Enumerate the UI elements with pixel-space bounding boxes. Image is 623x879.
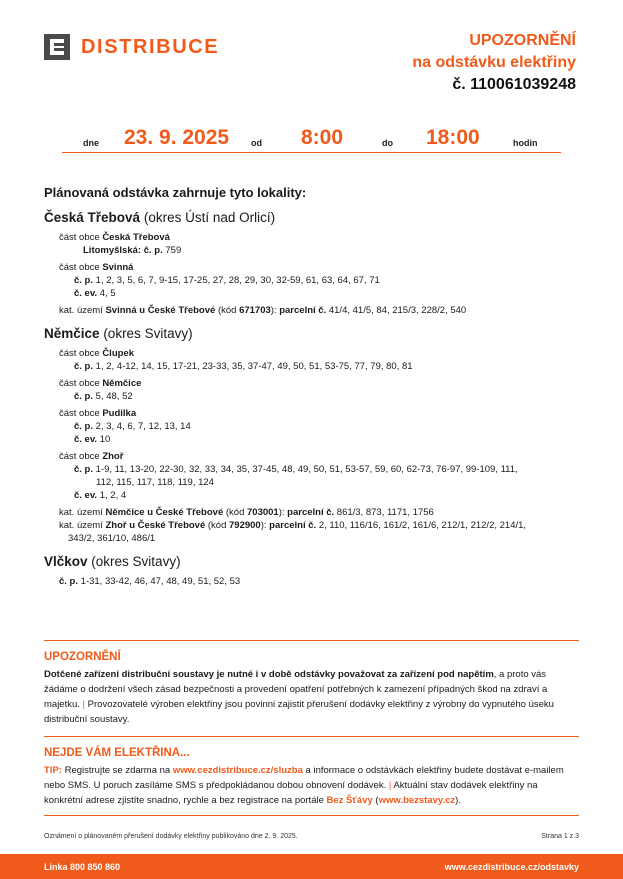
cez-logo-icon bbox=[44, 34, 70, 60]
page-number: Strana 1 z 3 bbox=[541, 833, 579, 840]
from-label: od bbox=[251, 138, 262, 148]
footer-divider bbox=[44, 815, 579, 816]
registry-numbers: č. ev. 10 bbox=[74, 434, 111, 445]
cadastral-area-continued: 343/2, 361/10, 486/1 bbox=[68, 533, 156, 544]
house-numbers: Litomyšlská: č. p. 759 bbox=[83, 245, 182, 256]
notice-title: UPOZORNĚNÍ bbox=[469, 32, 576, 49]
publication-note: Oznámení o plánovaném přerušení dodávky elektřiny publikováno dne 2. 9. 2025. bbox=[44, 833, 298, 840]
date-label: dne bbox=[83, 138, 100, 148]
cadastral-area: kat. území Němčice u České Třebové (kód 703001): parcelní č. 861/3, 873, 1171, 1756 bbox=[59, 507, 434, 518]
notice-header bbox=[412, 30, 576, 96]
outage-dateline bbox=[62, 122, 561, 153]
hours-label: hodin bbox=[513, 138, 538, 148]
cadastral-area: kat. území Svinná u České Třebové (kód 671703): parcelní č. 41/4, 41/5, 84, 215/3, 228/2, 540 bbox=[59, 305, 467, 316]
locations-intro: Plánovaná odstávka zahrnuje tyto lokality: bbox=[44, 185, 307, 200]
municipality-part: část obce Člupek bbox=[59, 348, 134, 359]
notice-subtitle: na odstávku elektřiny bbox=[412, 54, 576, 71]
registry-numbers: č. ev. 1, 2, 4 bbox=[74, 490, 127, 501]
brand-logo bbox=[44, 34, 219, 60]
house-numbers: č. p. 1, 2, 4-12, 14, 15, 17-21, 23-33, 35, 37-47, 49, 50, 51, 53-75, 77, 79, 80, 81 bbox=[74, 361, 413, 372]
house-numbers: č. p. 1, 2, 3, 5, 6, 7, 9-15, 17-25, 27, 28, 29, 30, 32-59, 61, 63, 64, 67, 71 bbox=[74, 275, 380, 286]
town-heading bbox=[44, 554, 584, 569]
town-district: (okres Ústí nad Orlicí) bbox=[143, 210, 276, 225]
town-name: Česká Třebová bbox=[44, 210, 141, 225]
house-numbers: č. p. 1-9, 11, 13-20, 22-30, 32, 33, 34, 35, 37-45, 48, 49, 50, 51, 53-57, 59, 60, 62-73, 76-97, 99-109, 111, bbox=[74, 464, 518, 475]
house-numbers: č. p. 2, 3, 4, 6, 7, 12, 13, 14 bbox=[74, 421, 191, 432]
registry-numbers: č. ev. 4, 5 bbox=[74, 288, 116, 299]
municipality-part: část obce Pudilka bbox=[59, 408, 137, 419]
outage-from: 8:00 bbox=[301, 126, 344, 149]
town-name: Němčice bbox=[44, 326, 100, 341]
municipality-part: část obce Němčice bbox=[59, 378, 142, 389]
locations-list bbox=[44, 185, 584, 588]
cadastral-area: kat. území Zhoř u České Třebové (kód 792900): parcelní č. 2, 110, 116/16, 161/2, 161/6, 212/1, 212/2, 214/1, bbox=[59, 520, 527, 531]
warning-text: Dotčené zařízení distribuční soustavy je nutné i v době odstávky považovat za zařízení pod napětím, a proto vás žádáme o dodržení všech zásad bezpečnosti a provedení opatření potřebných k zamezení případných škod na zdraví a majetku. | Provozovatelé výroben elektřiny jsou povinni zajistit přerušení dodávky elektřiny z výrobny do vypnutého úseku distribuční soustavy. bbox=[44, 669, 554, 725]
town-district: (okres Svitavy) bbox=[103, 326, 193, 341]
municipality-part: část obce Česká Třebová bbox=[59, 232, 170, 243]
brand-name: DISTRIBUCE bbox=[81, 35, 220, 58]
house-numbers: č. p. 5, 48, 52 bbox=[74, 391, 133, 402]
outage-date: 23. 9. 2025 bbox=[124, 126, 230, 149]
outage-to: 18:00 bbox=[426, 126, 480, 149]
notice-number: č. 110061039248 bbox=[452, 76, 576, 93]
bottom-bar bbox=[0, 854, 623, 879]
house-numbers-continued: 112, 115, 117, 118, 119, 124 bbox=[96, 477, 214, 488]
registration-link[interactable]: www.cezdistribuce.cz/sluzba bbox=[172, 765, 303, 776]
portal-name[interactable]: Bez Šťávy bbox=[326, 795, 373, 806]
footer-note bbox=[44, 833, 579, 840]
portal-link[interactable]: www.bezstavy.cz bbox=[378, 795, 456, 806]
no-power-text: TIP: Registrujte se zdarma na www.cezdistribuce.cz/sluzba a informace o odstávkách elektřiny budete dostávat e-mailem nebo SMS. U poruch zasíláme SMS s předpokládanou dobou obnovení dodávek. | Aktuální stav dodávek elektřiny na konkrétní adrese zjistíte snadno, rychle a bez registrace na portále Bez Šťávy (www.bezstavy.cz). bbox=[44, 765, 564, 806]
town-heading bbox=[44, 326, 584, 341]
town-heading bbox=[44, 210, 584, 225]
municipality-part: část obce Zhoř bbox=[59, 451, 124, 462]
hotline[interactable]: Linka 800 850 860 bbox=[44, 862, 121, 872]
municipality-part: část obce Svinná bbox=[59, 262, 134, 273]
to-label: do bbox=[382, 138, 393, 148]
warning-title: UPOZORNĚNÍ bbox=[44, 651, 121, 663]
house-numbers: č. p. 1-31, 33-42, 46, 47, 48, 49, 51, 52, 53 bbox=[59, 576, 241, 587]
website-link[interactable]: www.cezdistribuce.cz/odstavky bbox=[444, 862, 579, 872]
warning-section bbox=[44, 640, 579, 727]
no-power-section bbox=[44, 736, 579, 808]
no-power-title: NEJDE VÁM ELEKTŘINA... bbox=[44, 747, 190, 759]
town-name: Vlčkov bbox=[44, 554, 88, 569]
town-district: (okres Svitavy) bbox=[91, 554, 181, 569]
